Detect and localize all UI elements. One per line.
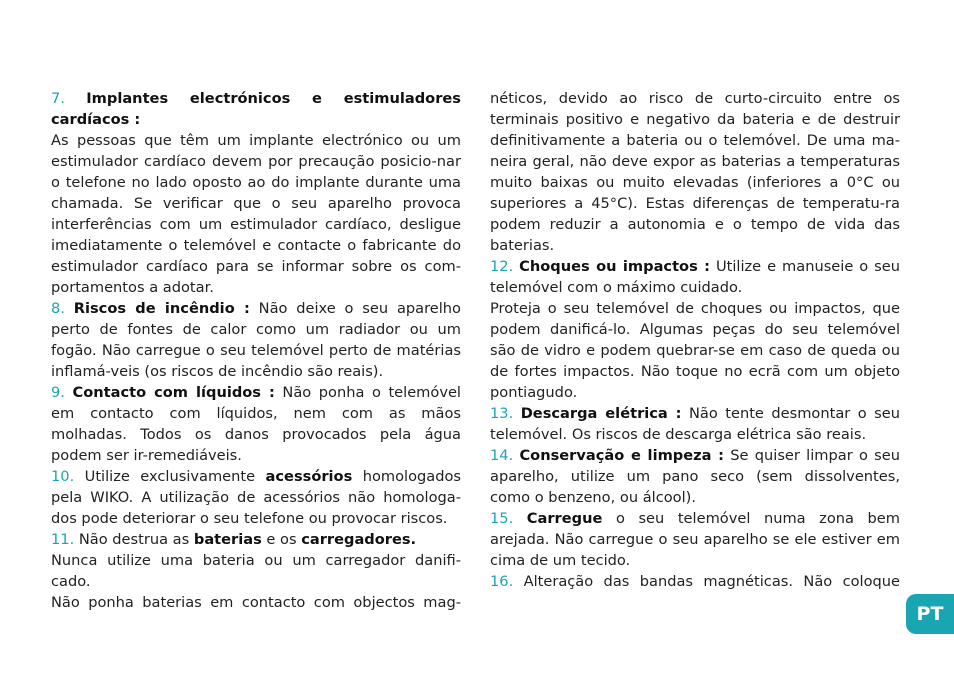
section-11-continued: néticos, devido ao risco de curto-circuito entre os terminais positivo e negativo da bateria e de destruir definitivamente a bateria ou o telemóvel. De uma ma-neira geral, não deve expor as baterias a temperaturas muito baixas ou muito elevadas (inferiores a 0°C ou superiores a 45°C). Estas diferenças de temperatu-ra podem reduzir a autonomia e o tempo de vida das baterias. bbox=[490, 90, 900, 254]
left-column bbox=[51, 88, 461, 613]
section-13: 13. Descarga elétrica : Não tente desmontar o seu telemóvel. Os riscos de descarga elétrica são reais. bbox=[490, 405, 900, 443]
section-9: 9. Contacto com líquidos : Não ponha o telemóvel em contacto com líquidos, nem com as mãos molhadas. Todos os danos provocados pela água podem ser ir-remediáveis. bbox=[51, 384, 461, 464]
section-16: 16. Alteração das bandas magnéticas. Não coloque bbox=[490, 573, 900, 590]
language-tab: PT bbox=[906, 594, 954, 634]
section-7-body: As pessoas que têm um implante electrónico ou um estimulador cardíaco devem por precaução posicio-nar o telefone no lado oposto ao do implante durante uma chamada. Se verificar que o seu aparelho provoca interferências com um estimulador cardíaco, desligue imediatamente o telemóvel e contacte o fabricante do estimulador cardíaco para se informar sobre os com-portamentos a adotar. bbox=[51, 132, 461, 296]
section-7-heading: 7. Implantes electrónicos e estimuladores cardíacos : bbox=[51, 90, 461, 128]
section-11-heading: 11. Não destrua as baterias e os carregadores. bbox=[51, 531, 417, 548]
right-column bbox=[490, 88, 900, 592]
section-11-body-2: Não ponha baterias em contacto com objectos mag- bbox=[51, 594, 461, 611]
section-11-body-1: Nunca utilize uma bateria ou um carregador danifi-cado. bbox=[51, 552, 461, 590]
section-12-body: Proteja o seu telemóvel de choques ou impactos, que podem danificá-lo. Algumas peças do seu telemóvel são de vidro e podem quebrar-se em caso de queda ou de fortes impactos. Não toque no ecrã com um objeto pontiagudo. bbox=[490, 300, 900, 401]
section-14: 14. Conservação e limpeza : Se quiser limpar o seu aparelho, utilize um pano seco (sem dissolventes, como o benzeno, ou álcool). bbox=[490, 447, 900, 506]
section-10: 10. Utilize exclusivamente acessórios homologados pela WIKO. A utilização de acessórios não homologa-dos pode deteriorar o seu telefone ou provocar riscos. bbox=[51, 468, 462, 527]
section-15: 15. Carregue o seu telemóvel numa zona bem arejada. Não carregue o seu aparelho se ele estiver em cima de um tecido. bbox=[490, 510, 900, 569]
section-12: 12. Choques ou impactos : Utilize e manuseie o seu telemóvel com o máximo cuidado. bbox=[490, 258, 900, 296]
section-8: 8. Riscos de incêndio : Não deixe o seu aparelho perto de fontes de calor como um radiador ou um fogão. Não carregue o seu telemóvel perto de matérias inflamá-veis (os riscos de incêndio são reais). bbox=[51, 300, 461, 380]
